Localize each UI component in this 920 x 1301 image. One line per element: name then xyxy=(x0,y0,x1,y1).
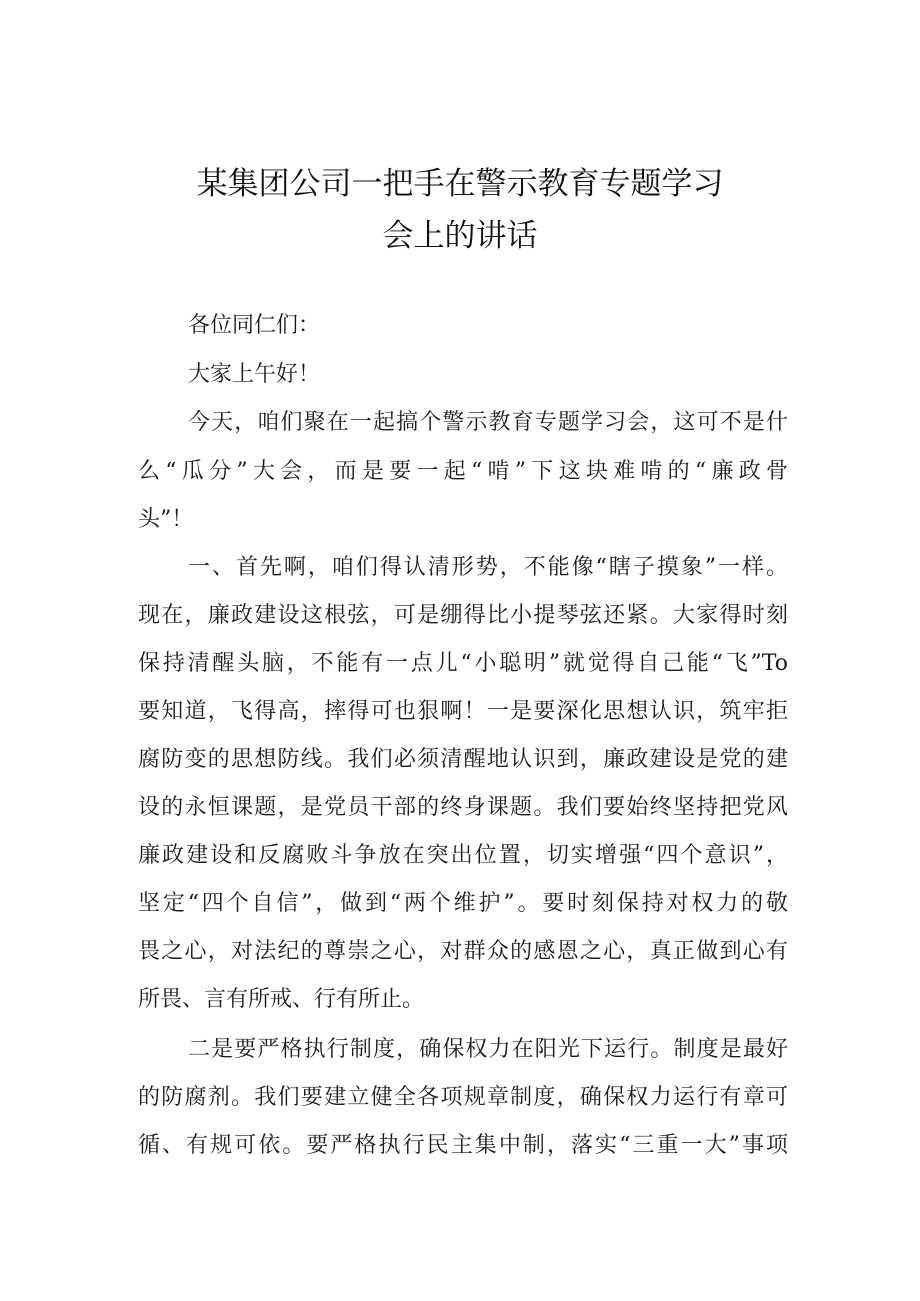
paragraph-line: 畏之心，对法纪的尊崇之心，对群众的感恩之心，真正做到心有 xyxy=(138,939,788,964)
document-title-line-2: 会上的讲话 xyxy=(382,218,538,254)
paragraph-line: 一、首先啊，咱们得认清形势，不能像“瞎子摸象”一样。 xyxy=(188,555,788,580)
paragraph-line: 所畏、言有所戒、行有所止。 xyxy=(138,987,425,1012)
paragraph-line: 头”！ xyxy=(138,507,194,532)
paragraph-line: 保持清醒头脑，不能有一点儿“小聪明”就觉得自己能“飞”To xyxy=(138,651,788,676)
paragraph-line: 的防腐剂。我们要建立健全各项规章制度，确保权力运行有章可 xyxy=(138,1085,788,1110)
paragraph-line: 循、有规可依。要严格执行民主集中制，落实“三重一大”事项 xyxy=(138,1133,788,1158)
paragraph-line: 腐防变的思想防线。我们必须清醒地认识到，廉政建设是党的建 xyxy=(138,747,788,772)
paragraph-line: 设的永恒课题，是党员干部的终身课题。我们要始终坚持把党风 xyxy=(138,795,788,820)
paragraph-line: 廉政建设和反腐败斗争放在突出位置，切实增强“四个意识”， xyxy=(138,843,788,868)
salutation: 各位同仁们： xyxy=(188,313,321,338)
paragraph-line: 现在，廉政建设这根弦，可是绷得比小提琴弦还紧。大家得时刻 xyxy=(138,603,788,628)
greeting: 大家上午好！ xyxy=(188,362,321,387)
paragraph-line: 坚定“四个自信”，做到“两个维护”。要时刻保持对权力的敬 xyxy=(138,891,788,916)
paragraph-line: 二是要严格执行制度，确保权力在阳光下运行。制度是最好 xyxy=(188,1037,788,1062)
paragraph-line: 么“瓜分”大会，而是要一起“啃”下这块难啃的“廉政骨 xyxy=(138,459,788,484)
paragraph-line: 今天，咱们聚在一起搞个警示教育专题学习会，这可不是什 xyxy=(188,410,788,435)
paragraph-line: 要知道，飞得高，摔得可也狠啊！一是要深化思想认识，筑牢拒 xyxy=(138,699,788,724)
document-title-line-1: 某集团公司一把手在警示教育专题学习 xyxy=(196,166,724,202)
